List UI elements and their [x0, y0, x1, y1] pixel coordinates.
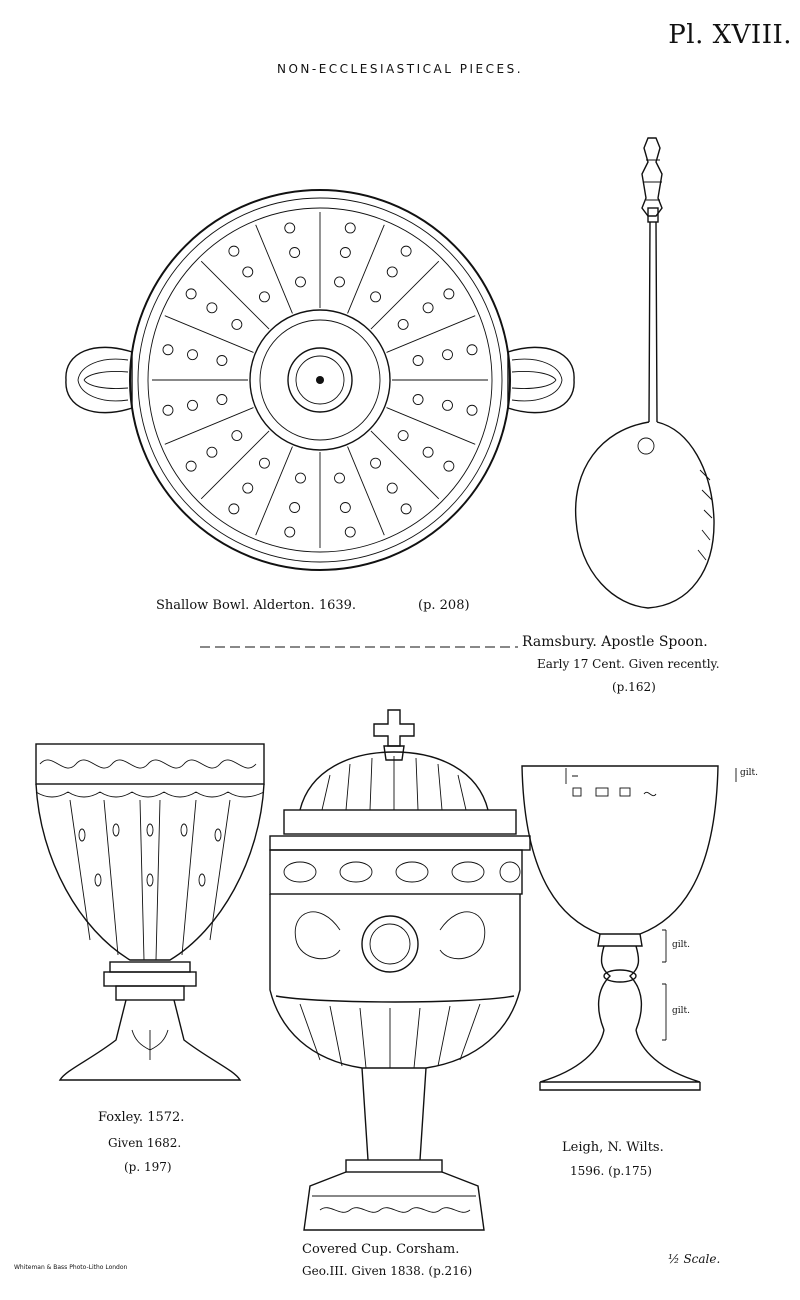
covered-cup-note: Geo.III. Given 1838. (p.216)	[302, 1264, 473, 1278]
spoon-note: Early 17 Cent. Given recently.	[537, 657, 720, 671]
covered-cup-drawing	[270, 710, 530, 1230]
leigh-note: 1596. (p.175)	[570, 1164, 652, 1178]
gilt-label-rim: gilt.	[740, 768, 758, 778]
apostle-spoon-drawing	[576, 138, 714, 608]
foxley-title: Foxley. 1572.	[98, 1110, 185, 1125]
foxley-cup-drawing	[36, 744, 264, 1080]
leigh-title: Leigh, N. Wilts.	[562, 1140, 664, 1155]
bowl-page-ref: (p. 208)	[418, 598, 470, 613]
gilt-label-stem: gilt.	[672, 1006, 690, 1016]
spoon-title: Ramsbury. Apostle Spoon.	[522, 634, 708, 650]
foxley-page-ref: (p. 197)	[124, 1160, 172, 1174]
foxley-given: Given 1682.	[108, 1136, 182, 1150]
plate-number: Pl. XVIII.	[668, 20, 792, 50]
plate-heading: NON-ECCLESIASTICAL PIECES.	[276, 62, 524, 76]
leigh-cup-drawing	[522, 766, 736, 1090]
shallow-bowl-drawing	[66, 190, 574, 570]
bowl-caption: Shallow Bowl. Alderton. 1639.	[156, 598, 357, 613]
scale-note: ½ Scale.	[668, 1252, 721, 1266]
covered-cup-title: Covered Cup. Corsham.	[302, 1242, 460, 1257]
printer-credit: Whiteman & Bass Photo-Litho London	[14, 1264, 128, 1271]
spoon-page-ref: (p.162)	[612, 680, 656, 694]
gilt-label-knop: gilt.	[672, 940, 690, 950]
